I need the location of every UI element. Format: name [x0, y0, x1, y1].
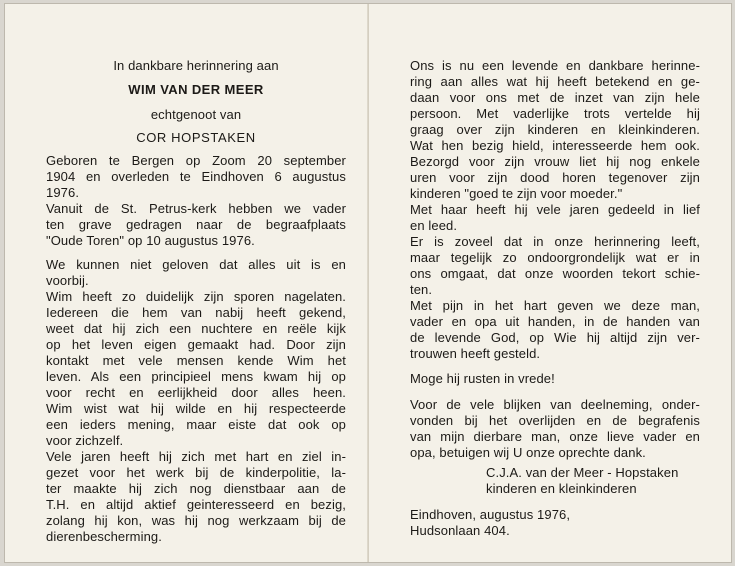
- text-line: dierenbescherming.: [46, 529, 162, 544]
- text-line: kinderen "goed te zijn voor moeder.": [410, 186, 623, 201]
- signatory-family: kinderen en kleinkinderen: [486, 481, 637, 496]
- intro-text: In dankbare herinnering aan: [113, 58, 279, 73]
- text-line: opa, betuigen wij U onze oprechte dank.: [410, 445, 646, 460]
- text-line: zolang hij kon, was hij nog werkzaam bij de: [46, 513, 346, 528]
- place-date: Eindhoven, augustus 1976,: [410, 507, 571, 522]
- text-line: voorbij.: [46, 273, 89, 288]
- text-line: voor zichzelf.: [46, 433, 124, 448]
- text-line: Vele jaren heeft hij zich met hart en ziel in-: [46, 449, 346, 464]
- text-line: op het leven eigen gemaakt had. Door zijn: [46, 337, 346, 352]
- text-line: ring aan alles wat hij heeft betekend en ge-: [410, 74, 700, 89]
- text-line: Wim wist wat hij wilde en hij respecteerde: [46, 401, 346, 416]
- text-line: Met haar heeft hij vele jaren gedeeld in lief: [410, 202, 700, 217]
- text-line: Met pijn in het hart geven we deze man,: [410, 298, 700, 313]
- text-line: ter maakte hij zich nog dienstbaar aan de: [46, 481, 346, 496]
- signatory-name: C.J.A. van der Meer - Hopstaken: [486, 465, 679, 480]
- text-line: een ieders mening, maar eiste dat ook op: [46, 417, 346, 432]
- text-line: Wim heeft zo duidelijk zijn sporen nagelaten.: [46, 289, 346, 304]
- text-line: vonden bij het overlijden en de begrafenis: [410, 413, 700, 428]
- text-line: en leed.: [410, 218, 458, 233]
- text-line: Bezorgd voor zijn vrouw liet hij nog enkele: [410, 154, 700, 169]
- text-line: We kunnen niet geloven dat alles uit is en: [46, 257, 346, 272]
- text-line: voor recht en eerlijkheid door alles heen.: [46, 385, 346, 400]
- text-line: van mijn dierbare man, onze lieve vader en: [410, 429, 700, 444]
- text-line: leven. Als een principieel mens kwam hij op: [46, 369, 346, 384]
- text-line: kontakt met vele mensen kende Wim het: [46, 353, 346, 368]
- text-line: persoon. Met vaderlijke trots vertelde hij: [410, 106, 700, 121]
- text-line: de levende God, op Wie hij altijd zijn ver-: [410, 330, 700, 345]
- deceased-name: WIM VAN DER MEER: [128, 82, 264, 97]
- text-line: Geboren te Bergen op Zoom 20 september: [46, 153, 346, 168]
- text-line: Vanuit de St. Petrus-kerk hebben we vader: [46, 201, 346, 216]
- text-line: "Oude Toren" op 10 augustus 1976.: [46, 233, 255, 248]
- text-line: graag over zijn kinderen en kleinkinderen.: [410, 122, 700, 137]
- spouse-name: COR HOPSTAKEN: [136, 130, 256, 145]
- text-line: uren voor zijn dood horen tegenover zijn: [410, 170, 700, 185]
- text-line: weet dat hij zich een nuchtere en reële kijk: [46, 321, 346, 336]
- text-line: Iedereen die hem van nabij heeft gekend,: [46, 305, 346, 320]
- text-line: ten grave gedragen naar de begraafplaats: [46, 217, 346, 232]
- text-line: maar tegelijk zo ondoorgrondelijk wat er in: [410, 250, 700, 265]
- text-line: Er is zoveel dat in onze herinnering leeft,: [410, 234, 700, 249]
- text-line: trouwen heeft gesteld.: [410, 346, 541, 361]
- farewell-line: Moge hij rusten in vrede!: [410, 371, 555, 386]
- spouse-label: echtgenoot van: [150, 107, 242, 122]
- text-line: 1904 en overleden te Eindhoven 6 augustus: [46, 169, 346, 184]
- text-line: Wat hen bezig hield, interesseerde hem ook.: [410, 138, 700, 153]
- text-line: ten.: [410, 282, 433, 297]
- text-line: vader en opa uit handen, in de handen van: [410, 314, 700, 329]
- text-line: gezet voor het werk bij de kinderpolitie, la-: [46, 465, 346, 480]
- text-line: 1976.: [46, 185, 80, 200]
- text-line: daan voor ons met de inzet van zijn hele: [410, 90, 700, 105]
- text-line: ons omgaat, dat onze woorden tekort schie-: [410, 266, 700, 281]
- text-line: T.H. en altijd aktief geinteresseerd en bezig,: [46, 497, 346, 512]
- text-line: Ons is nu een levende en dankbare herinne-: [410, 58, 700, 73]
- card-fold: [367, 4, 369, 562]
- text-line: Voor de vele blijken van deelneming, onder-: [410, 397, 700, 412]
- address: Hudsonlaan 404.: [410, 523, 510, 538]
